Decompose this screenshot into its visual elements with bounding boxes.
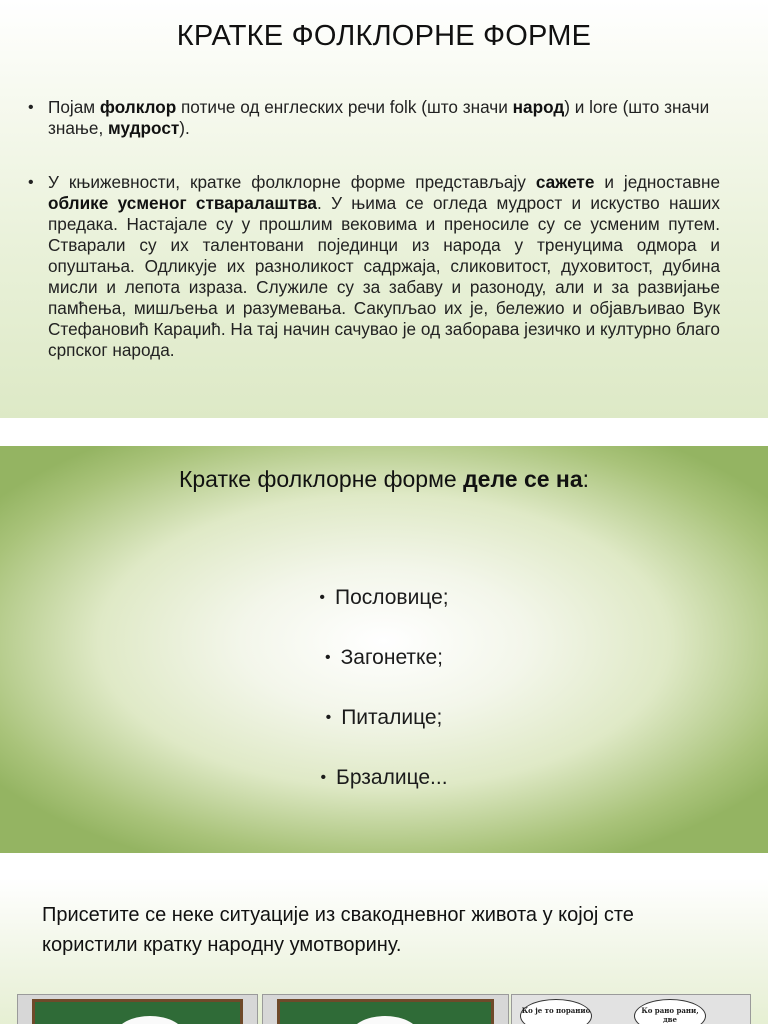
image-thumbnail-chalkboard-1	[17, 994, 258, 1024]
list-item: • Загонетке;	[325, 646, 443, 669]
speech-bubble	[350, 1016, 420, 1024]
list-item: • Питалице;	[325, 706, 443, 729]
bold-term: народ	[512, 97, 565, 117]
chalkboard	[277, 999, 494, 1024]
slide-heading: Кратке фолклорне форме деле се на:	[178, 466, 590, 492]
bullet-folklore-origin: • Појам фолклор потиче од енглеских речи folk (што значи народ) и lore (што значи знање, мудрост).	[28, 97, 710, 138]
speech-bubble	[115, 1016, 185, 1024]
bold-term: мудрост	[108, 118, 180, 138]
image-thumbnail-comic	[511, 994, 751, 1024]
bullet-dot-icon: •	[28, 174, 34, 191]
bullet-dot-icon: •	[319, 589, 325, 606]
slide-prompt-text: Присетите се неке ситуације из свакодневног живота у којој сте користили кратку народну умотворину.	[42, 904, 634, 956]
bullet-dot-icon: •	[325, 649, 331, 666]
bullet-folklore-description: • У књижевности, кратке фолклорне форме представљају сажете и једноставне облике усменог стваралаштва. У њима се огледа мудрост и искуство наших предака. Настајале су у прошлим вековима и преносиле су се усменим путем. Стварали су их талентовани појединци из народа у тренуцима одмора и опуштања. Одликује их разноликост садржаја, сликовитост, духовитост, дубина мисли и лепота израза. Служиле су за забаву и разоноду, али и за развијање памћења, мишљења и разумевања. Сакупљао их је, бележио и објављивао Вук Стефановић Караџић. На тај начин сачувао је од заборава језичко и културно благо српског народа.	[28, 172, 720, 360]
slide-folklore-types	[0, 446, 768, 853]
image-thumbnail-chalkboard-2	[262, 994, 509, 1024]
slide-title: КРАТКЕ ФОЛКЛОРНЕ ФОРМЕ	[176, 20, 592, 52]
bullet-dot-icon: •	[320, 769, 327, 786]
bullet-dot-icon: •	[28, 99, 34, 116]
slide-folklore-definition	[0, 0, 768, 418]
bold-term: сажете	[535, 172, 595, 192]
bold-term: фолклор	[99, 97, 177, 117]
bold-term: облике усменог стваралаштва	[48, 193, 317, 213]
bullet-dot-icon: •	[325, 709, 332, 726]
comic-speech-bubble: Ко је то поранио	[520, 999, 592, 1024]
comic-speech-bubble: Ко рано рани, две	[634, 999, 706, 1024]
folklore-types-list	[0, 586, 768, 826]
chalkboard	[32, 999, 243, 1024]
list-item: • Брзалице...	[320, 766, 448, 789]
list-item: • Пословице;	[319, 586, 449, 609]
slide-recall-prompt	[0, 878, 768, 1024]
